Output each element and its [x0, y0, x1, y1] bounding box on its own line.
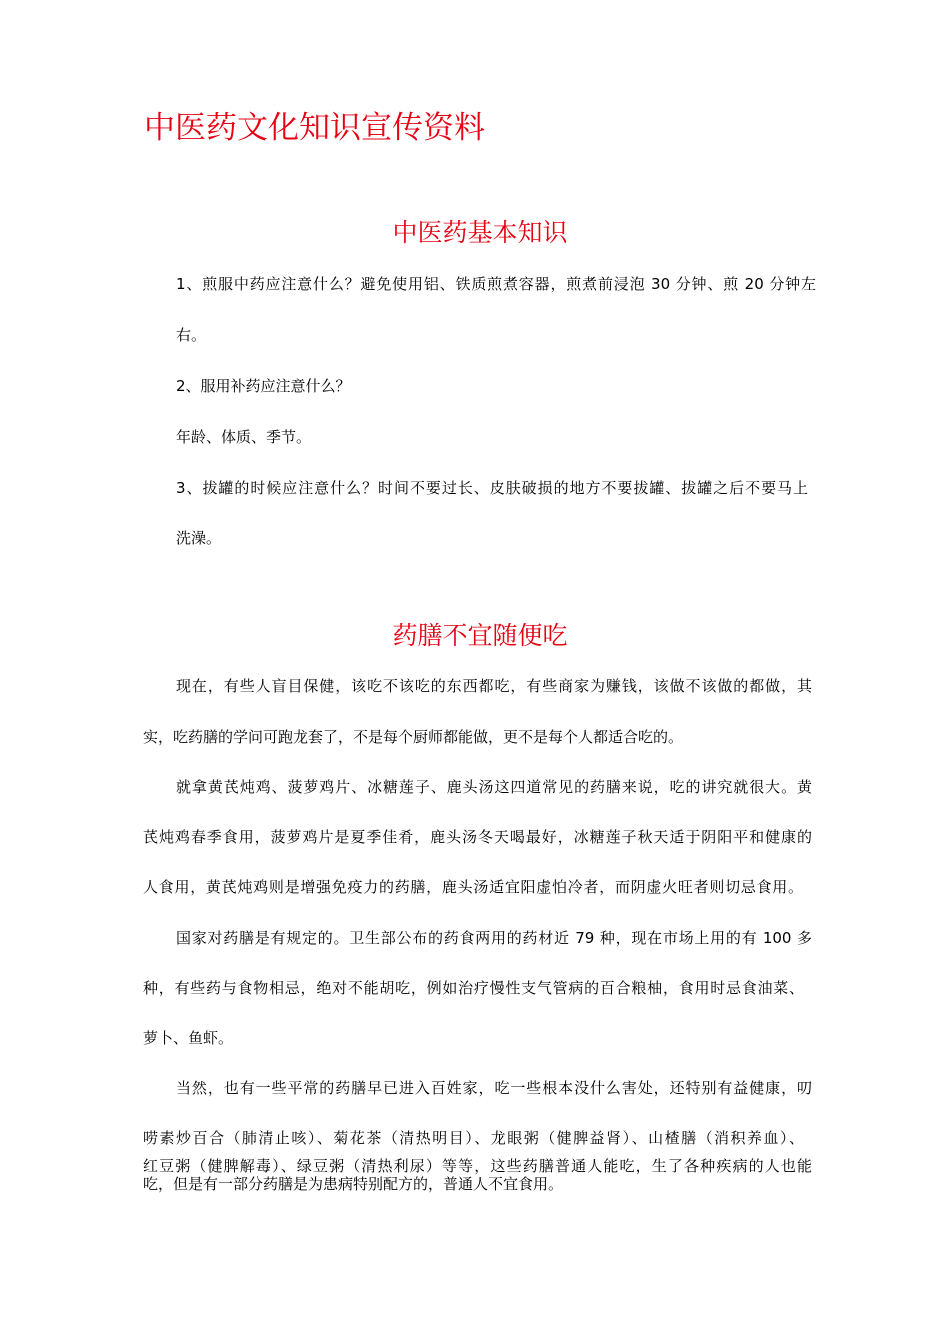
paragraph-line: 3、拔罐的时候应注意什么？时间不要过长、皮肤破损的地方不要拔罐、拔罐之后不要马上	[176, 479, 808, 497]
paragraph-line: 1、煎服中药应注意什么？避免使用铝、铁质煎煮容器，煎煮前浸泡 30 分钟、煎 20 分钟左	[176, 275, 816, 293]
section-heading-basic-knowledge: 中医药基本知识	[392, 218, 568, 247]
paragraph-line: 年龄、体质、季节。	[176, 428, 312, 446]
paragraph-line: 吃，但是有一部分药膳是为患病特别配方的，普通人不宜食用。	[143, 1175, 564, 1193]
paragraph-line: 红豆粥（健脾解毒）、绿豆粥（清热利尿）等等，这些药膳普通人能吃，生了各种疾病的人也能	[143, 1157, 812, 1175]
paragraph-line: 芪炖鸡春季食用，菠萝鸡片是夏季佳肴，鹿头汤冬天喝最好，冰糖莲子秋天适于阴阳平和健康的	[143, 828, 812, 846]
document-title: 中医药文化知识宣传资料	[144, 110, 485, 146]
paragraph-line: 就拿黄芪炖鸡、菠萝鸡片、冰糖莲子、鹿头汤这四道常见的药膳来说，吃的讲究就很大。黄	[176, 778, 812, 796]
paragraph-line: 萝卜、鱼虾。	[143, 1029, 234, 1047]
paragraph-line: 人食用，黄芪炖鸡则是增强免疫力的药膳，鹿头汤适宜阳虚怕冷者，而阴虚火旺者则切忌食用。	[143, 878, 803, 896]
paragraph-line: 洗澡。	[176, 529, 222, 547]
section-heading-medicinal-diet: 药膳不宜随便吃	[392, 621, 568, 650]
paragraph-line: 唠素炒百合（肺清止咳）、菊花茶（清热明目）、龙眼粥（健脾益肾）、山楂膳（消积养血）、	[143, 1129, 804, 1147]
paragraph-line: 2、服用补药应注意什么？	[176, 377, 351, 395]
paragraph-line: 国家对药膳是有规定的。卫生部公布的药食两用的药材近 79 种，现在市场上用的有 100 多	[176, 929, 812, 947]
paragraph-line: 实，吃药膳的学问可跑龙套了，不是每个厨师都能做，更不是每个人都适合吃的。	[143, 728, 684, 746]
paragraph-line: 现在，有些人盲目保健，该吃不该吃的东西都吃，有些商家为赚钱，该做不该做的都做，其	[176, 677, 812, 695]
paragraph-line: 右。	[176, 326, 207, 344]
paragraph-line: 种，有些药与食物相忌，绝对不能胡吃，例如治疗慢性支气管病的百合粮柚，食用时忌食油菜、	[143, 979, 804, 997]
paragraph-line: 当然，也有一些平常的药膳早已进入百姓家，吃一些根本没什么害处，还特别有益健康，叨	[176, 1079, 812, 1097]
